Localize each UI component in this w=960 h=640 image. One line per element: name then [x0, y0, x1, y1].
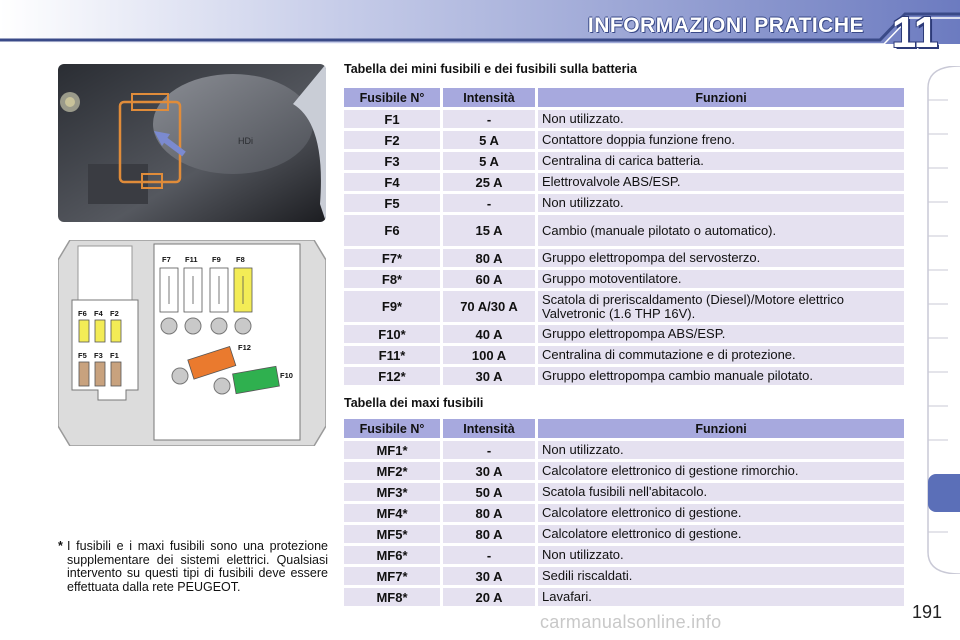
amperage-cell: 50 A	[443, 483, 535, 501]
function-cell: Cambio (manuale pilotato o automatico).	[538, 215, 904, 246]
table-row	[344, 546, 904, 564]
table-row	[344, 325, 904, 343]
footnote-marker: *	[58, 539, 63, 553]
amperage-cell: 5 A	[443, 152, 535, 170]
function-cell: Gruppo elettropompa cambio manuale pilotato.	[538, 367, 904, 385]
watermark: carmanualsonline.info	[540, 612, 722, 632]
fuse-label-f11: F11	[185, 255, 198, 264]
fuse-number-cell: F11*	[344, 346, 440, 364]
chapter-number: 11	[891, 8, 939, 57]
fuse-number-cell: F6	[344, 215, 440, 246]
function-cell: Elettrovalvole ABS/ESP.	[538, 173, 904, 191]
fuse-number-cell: F8*	[344, 270, 440, 288]
fuse-label-f4: F4	[94, 309, 103, 318]
function-cell: Gruppo elettropompa del servosterzo.	[538, 249, 904, 267]
table-row	[344, 567, 904, 585]
page-header	[0, 0, 960, 57]
maxi-fuse-table	[344, 419, 904, 609]
function-cell: Sedili riscaldati.	[538, 567, 904, 585]
table-row	[344, 173, 904, 191]
amperage-cell: 5 A	[443, 131, 535, 149]
fuse-label-f1: F1	[110, 351, 119, 360]
fuse-label-f10: F10	[280, 371, 293, 380]
function-cell: Centralina di commutazione e di protezione.	[538, 346, 904, 364]
maxi-fuse-table-title: Tabella dei maxi fusibili	[344, 396, 484, 410]
engine-bay-photo	[58, 64, 326, 222]
mini-fuse-table	[344, 88, 904, 388]
table-header-row	[344, 419, 904, 438]
fuse-label-f12: F12	[238, 343, 251, 352]
function-cell: Calcolatore elettronico di gestione.	[538, 504, 904, 522]
table-row	[344, 249, 904, 267]
amperage-cell: 20 A	[443, 588, 535, 606]
function-cell: Non utilizzato.	[538, 110, 904, 128]
fuse-number-cell: F3	[344, 152, 440, 170]
function-cell: Non utilizzato.	[538, 546, 904, 564]
table-row	[344, 483, 904, 501]
fuse-label-f3: F3	[94, 351, 103, 360]
function-cell: Non utilizzato.	[538, 194, 904, 212]
table-row	[344, 194, 904, 212]
amperage-cell: 70 A/30 A	[443, 291, 535, 322]
mini-fuse-table-title: Tabella dei mini fusibili e dei fusibili sulla batteria	[344, 62, 637, 76]
column-header-amperage: Intensità	[443, 88, 535, 107]
column-header-amperage: Intensità	[443, 419, 535, 438]
function-cell: Gruppo elettropompa ABS/ESP.	[538, 325, 904, 343]
amperage-cell: -	[443, 194, 535, 212]
page-number: 191	[911, 602, 942, 622]
table-row	[344, 270, 904, 288]
chapter-tab-active[interactable]	[928, 474, 960, 512]
table-row	[344, 291, 904, 322]
column-header-fuse: Fusibile N°	[344, 88, 440, 107]
function-cell: Scatola di preriscaldamento (Diesel)/Motore elettrico Valvetronic (1.6 THP 16V).	[538, 291, 904, 322]
amperage-cell: -	[443, 546, 535, 564]
amperage-cell: 40 A	[443, 325, 535, 343]
fuse-number-cell: F1	[344, 110, 440, 128]
fuse-label-f8: F8	[236, 255, 245, 264]
fuse-label-f6: F6	[78, 309, 87, 318]
page-title: INFORMAZIONI PRATICHE	[587, 14, 864, 37]
svg-text:HDi: HDi	[238, 136, 253, 146]
amperage-cell: 80 A	[443, 504, 535, 522]
table-row	[344, 131, 904, 149]
fuse-number-cell: F4	[344, 173, 440, 191]
fuse-number-cell: MF5*	[344, 525, 440, 543]
amperage-cell: 30 A	[443, 567, 535, 585]
fuse-number-cell: F2	[344, 131, 440, 149]
amperage-cell: 25 A	[443, 173, 535, 191]
function-cell: Non utilizzato.	[538, 441, 904, 459]
column-header-fuse: Fusibile N°	[344, 419, 440, 438]
table-row	[344, 110, 904, 128]
table-row	[344, 152, 904, 170]
fuse-label-f7: F7	[162, 255, 171, 264]
fuse-number-cell: F12*	[344, 367, 440, 385]
table-row	[344, 346, 904, 364]
table-row	[344, 367, 904, 385]
fuse-number-cell: F5	[344, 194, 440, 212]
footnote-text: I fusibili e i maxi fusibili sono una protezione supplementare dei sistemi elettrici. Qualsiasi intervento su questi tipi di fusibili deve essere effettuata dalla rete PEUGEOT.	[67, 539, 328, 594]
table-row	[344, 462, 904, 480]
function-cell: Contattore doppia funzione freno.	[538, 131, 904, 149]
fuse-number-cell: MF1*	[344, 441, 440, 459]
fuse-box-diagram	[58, 240, 326, 446]
amperage-cell: 15 A	[443, 215, 535, 246]
fuse-number-cell: F7*	[344, 249, 440, 267]
amperage-cell: 100 A	[443, 346, 535, 364]
fuse-label-f9: F9	[212, 255, 221, 264]
column-header-function: Funzioni	[538, 419, 904, 438]
table-header-row	[344, 88, 904, 107]
function-cell: Calcolatore elettronico di gestione.	[538, 525, 904, 543]
fuse-number-cell: MF4*	[344, 504, 440, 522]
function-cell: Gruppo motoventilatore.	[538, 270, 904, 288]
fuse-number-cell: MF2*	[344, 462, 440, 480]
amperage-cell: 30 A	[443, 462, 535, 480]
function-cell: Calcolatore elettronico di gestione rimorchio.	[538, 462, 904, 480]
table-row	[344, 504, 904, 522]
function-cell: Centralina di carica batteria.	[538, 152, 904, 170]
amperage-cell: 30 A	[443, 367, 535, 385]
amperage-cell: -	[443, 110, 535, 128]
fuse-label-f5: F5	[78, 351, 87, 360]
amperage-cell: 80 A	[443, 525, 535, 543]
fuse-number-cell: MF8*	[344, 588, 440, 606]
amperage-cell: 60 A	[443, 270, 535, 288]
fuse-number-cell: MF3*	[344, 483, 440, 501]
fuse-number-cell: F9*	[344, 291, 440, 322]
table-row	[344, 525, 904, 543]
column-header-function: Funzioni	[538, 88, 904, 107]
table-row	[344, 588, 904, 606]
table-row	[344, 215, 904, 246]
footnote	[58, 540, 328, 594]
amperage-cell: -	[443, 441, 535, 459]
function-cell: Scatola fusibili nell'abitacolo.	[538, 483, 904, 501]
fuse-number-cell: MF6*	[344, 546, 440, 564]
table-row	[344, 441, 904, 459]
fuse-label-f2: F2	[110, 309, 119, 318]
function-cell: Lavafari.	[538, 588, 904, 606]
fuse-number-cell: MF7*	[344, 567, 440, 585]
fuse-number-cell: F10*	[344, 325, 440, 343]
amperage-cell: 80 A	[443, 249, 535, 267]
